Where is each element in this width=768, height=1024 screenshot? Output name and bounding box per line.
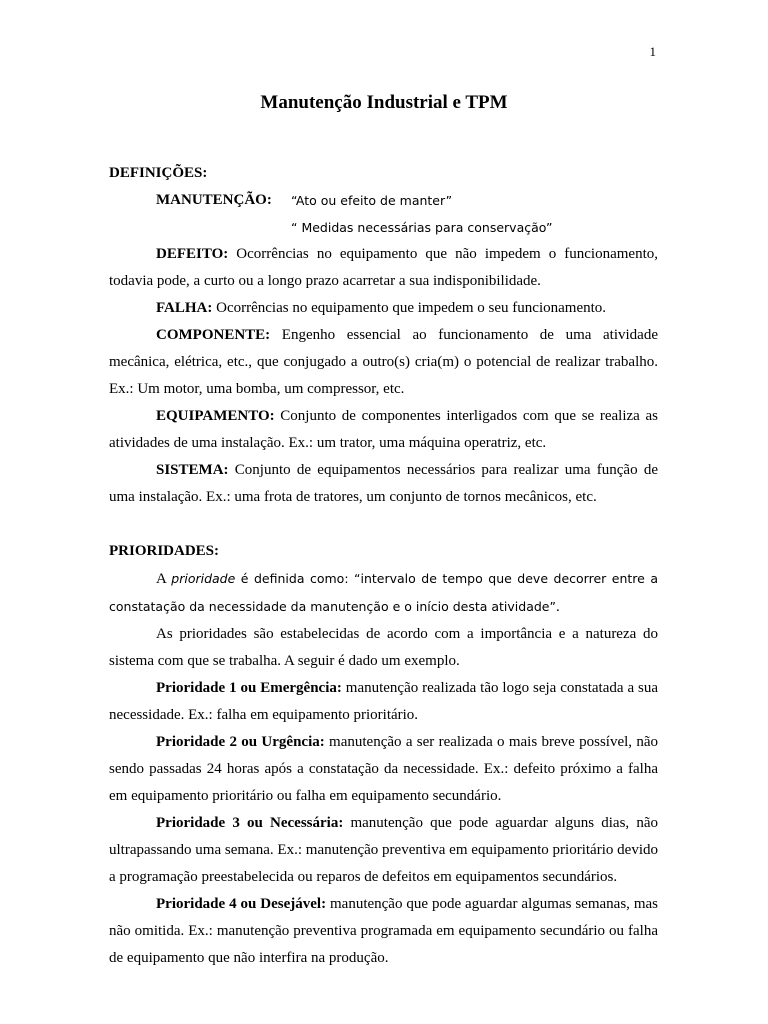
definition-term: COMPONENTE: bbox=[156, 327, 271, 343]
priority-intro-a: A bbox=[156, 571, 172, 587]
priority-paragraph: As prioridades são estabelecidas de acordo com a importância e a natureza do sistema com que se trabalha. A seguir é dado um exemplo. bbox=[109, 626, 658, 669]
definition-text: Ocorrências no equipamento que impedem o seu funcionamento. bbox=[212, 300, 607, 316]
definition-falha bbox=[109, 295, 658, 322]
priority-3 bbox=[109, 810, 658, 891]
definition-componente bbox=[109, 322, 658, 403]
definition-text: Conjunto de equipamentos necessários para realizar uma função de uma instalação. Ex.: uma frota de tratores, um conjunto de tornos mecânicos, etc. bbox=[109, 462, 658, 505]
manutencao-row bbox=[109, 187, 658, 214]
definition-term: EQUIPAMENTO: bbox=[156, 408, 275, 424]
section-gap bbox=[109, 511, 658, 538]
manutencao-term: MANUTENÇÃO: bbox=[156, 192, 272, 208]
priority-intro-rest: é definida como: “intervalo de tempo que deve decorrer entre a constatação da necessidade da manutenção e o início desta atividade” bbox=[109, 571, 658, 614]
definition-defeito bbox=[109, 241, 658, 295]
priorities-heading: PRIORIDADES: bbox=[109, 543, 220, 559]
priority-text: manutenção que pode aguardar algumas semanas, mas não omitida. Ex.: manutenção preventiva programada em equipamento secundário ou falha de equipamento que não interfira na produção. bbox=[109, 896, 658, 966]
priority-text: manutenção que pode aguardar alguns dias, não ultrapassando uma semana. Ex.: manutenção preventiva em equipamento prioritário devido a programação preestabelecida ou reparos de defeitos em equipamentos secundários. bbox=[109, 815, 658, 885]
document-title: Manutenção Industrial e TPM bbox=[260, 92, 508, 113]
manutencao-row-2 bbox=[109, 214, 658, 241]
priority-1 bbox=[109, 675, 658, 729]
priority-term: Prioridade 4 ou Desejável: bbox=[156, 896, 327, 912]
priority-term: Prioridade 2 ou Urgência: bbox=[156, 734, 325, 750]
definition-term: DEFEITO: bbox=[156, 246, 229, 262]
priority-text: manutenção realizada tão logo seja constatada a sua necessidade. Ex.: falha em equipamento prioritário. bbox=[109, 680, 659, 723]
definitions-heading: DEFINIÇÕES: bbox=[109, 165, 208, 181]
manutencao-term-spacer bbox=[156, 214, 291, 241]
definition-term: FALHA: bbox=[156, 300, 213, 316]
definition-text: Engenho essencial ao funcionamento de uma atividade mecânica, elétrica, etc., que conjugado a outro(s) cria(m) o potencial de realizar trabalho. Ex.: Um motor, uma bomba, um compressor, etc. bbox=[109, 327, 658, 397]
definition-text: Ocorrências no equipamento que não impedem o funcionamento, todavia pode, a curto ou a longo prazo acarretar a sua indisponibilidade. bbox=[109, 246, 658, 289]
definition-text: Conjunto de componentes interligados com que se realiza as atividades de uma instalação. Ex.: um trator, uma máquina operatriz, etc. bbox=[109, 408, 658, 451]
page-number: 1 bbox=[649, 44, 656, 59]
manutencao-quote-2: “ Medidas necessárias para conservação” bbox=[291, 220, 553, 235]
priority-2 bbox=[109, 729, 658, 810]
definition-sistema bbox=[109, 457, 658, 511]
definition-equipamento bbox=[109, 403, 658, 457]
priority-intro-end: . bbox=[555, 599, 560, 615]
priority-4 bbox=[109, 891, 658, 972]
priority-intro-italic: prioridade bbox=[171, 571, 236, 586]
definition-term: SISTEMA: bbox=[156, 462, 229, 478]
priority-text: manutenção a ser realizada o mais breve possível, não sendo passadas 24 horas após a constatação da necessidade. Ex.: defeito próximo a falha em equipamento prioritário ou falha em equipamento secundário. bbox=[109, 734, 658, 804]
priority-term: Prioridade 1 ou Emergência: bbox=[156, 680, 342, 696]
document-body bbox=[109, 160, 658, 972]
priority-definition bbox=[109, 565, 658, 621]
priority-term: Prioridade 3 ou Necessária: bbox=[156, 815, 344, 831]
manutencao-quote-1: “Ato ou efeito de manter” bbox=[291, 193, 453, 208]
